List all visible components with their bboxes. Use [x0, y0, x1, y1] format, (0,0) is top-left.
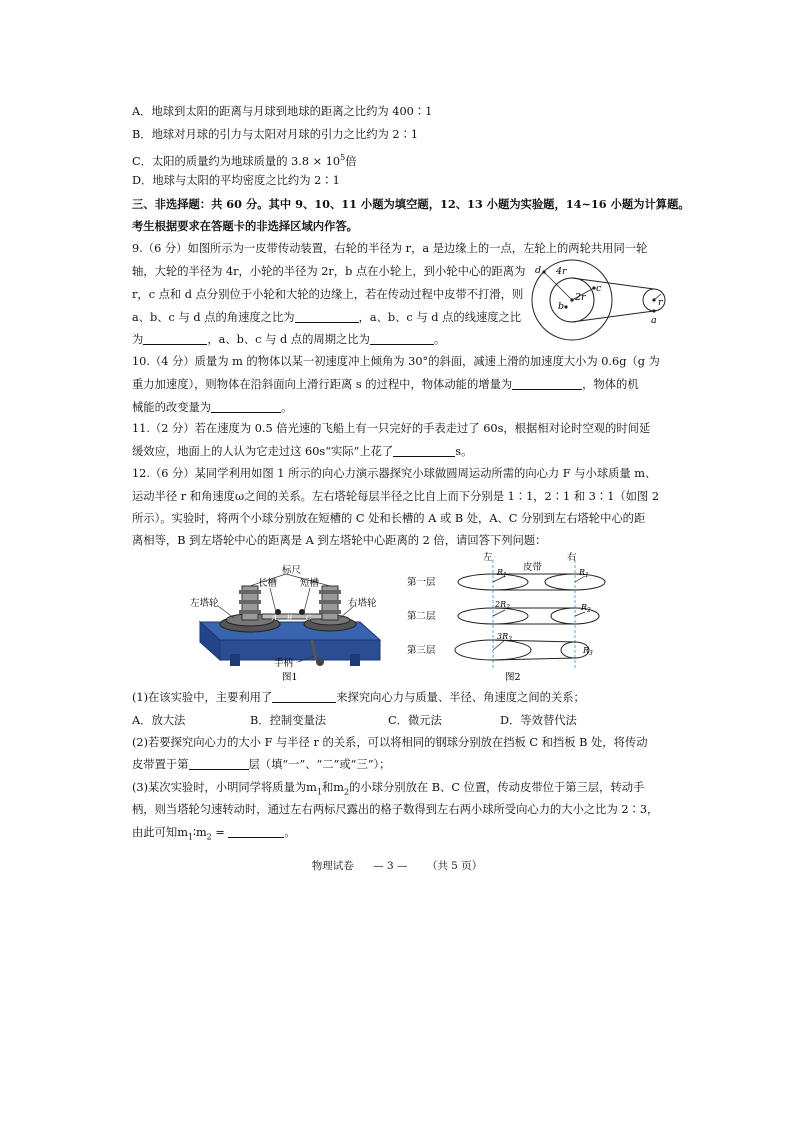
q12-line3: 所示）。实验时，将两个小球分别放在短槽的 C 处和长槽的 A 或 B 处，A、C 分别到左右塔轮中心的距 [132, 512, 646, 525]
fig2-label-r1-left: $R_1$ [497, 568, 507, 579]
q8-option-a: A．地球到太阳的距离与月球到地球的距离之比约为 400∶1 [132, 105, 433, 118]
q8-option-b: B．地球对月球的引力与太阳对月球的引力之比约为 2∶1 [132, 128, 419, 141]
section3-instruction: 考生根据要求在答题卡的非选择区域内作答。 [132, 219, 358, 233]
q12-sub3-line1: (3)某次实验时，小明同学将质量为$m_1$和$m_2$的小球分别放在 B、C 位置，传动皮带位于第三层，转动手 [132, 781, 645, 797]
fig1-label-left-wheel: 左塔轮 [190, 598, 219, 609]
q9-blank-angular[interactable] [295, 310, 359, 323]
q12-option-a[interactable]: A．放大法 [132, 714, 186, 727]
q11-line2: 缓效应，地面上的人认为它走过这 60s“实际”上花了 s。 [132, 445, 473, 458]
fig1-label-a: A [272, 614, 278, 622]
fig-label-c: c [596, 283, 602, 294]
q12-blank-mass-ratio[interactable] [228, 825, 284, 838]
fig1-label-b: B [287, 614, 293, 622]
q12-line4: 离相等，B 到左塔轮中心的距离是 A 到左塔轮中心距离的 2 倍，请回答下列问题： [132, 534, 547, 547]
q12-option-c[interactable]: C．微元法 [388, 714, 442, 727]
fig2-label-2r2: $2R_2$ [495, 600, 510, 611]
q12-sub2-line2: 皮带置于第 层（填“一”、“二”或“三”）； [132, 758, 391, 771]
q9-line4: a、b、c 与 d 点的角速度之比为 ，a、b、c 与 d 点的线速度之比 [132, 311, 522, 324]
fig2-label-belt: 皮带 [523, 562, 543, 573]
footer-total-pages: （共 5 页） [426, 860, 483, 872]
fig1-label-long-slot: 长槽 [258, 578, 278, 589]
q9-line5: 为 ，a、b、c 与 d 点的周期之比为 。 [132, 333, 446, 346]
fig1-label-handle: 手柄 [274, 658, 294, 669]
q12-sub1: (1)在该实验中，主要利用了 来探究向心力与质量、半径、角速度之间的关系； [132, 691, 585, 704]
fig-label-b: b [558, 301, 565, 312]
footer-page-number: — 3 — [373, 860, 408, 872]
q10-line3: 械能的改变量为 。 [132, 401, 293, 414]
q12-line2: 运动半径 r 和角速度ω之间的关系。左右塔轮每层半径之比自上而下分别是 1∶1，2∶1 和 3∶1（如图 2 [132, 490, 660, 503]
q12-option-b[interactable]: B．控制变量法 [250, 714, 327, 727]
q12-sub2-line1: (2)若要探究向心力的大小 F 与半径 r 的关系，可以将相同的钢球分别放在挡板 C 和挡板 B 处，将传动 [132, 736, 648, 749]
fig-label-r: r [658, 297, 663, 308]
q9-blank-period[interactable] [370, 332, 434, 345]
fig1-label-c: C [306, 614, 312, 622]
fig2-label-layer3: 第三层 [407, 645, 436, 656]
fig2-label-r1-right: $R_1$ [579, 568, 589, 579]
q12-blank-method[interactable] [272, 690, 336, 703]
q9-line3: r，c 点和 d 点分别位于小轮和大轮的边缘上，若在传动过程中皮带不打滑，则 [132, 288, 524, 301]
q10-line2: 重力加速度），则物体在沿斜面向上滑行距离 s 的过程中，物体动能的增量为 ，物体的机 [132, 378, 639, 391]
fig2-label-right: 右 [567, 552, 577, 563]
fig-label-a: a [651, 315, 657, 326]
centripetal-demonstrator-figure [190, 562, 390, 684]
fig-label-2r: 2r [575, 292, 586, 303]
fig2-label-r3-right: $R_3$ [583, 646, 593, 657]
fig2-label-r2-right: $R_2$ [581, 603, 591, 614]
fig2-caption: 图2 [505, 672, 521, 683]
fig1-label-short-slot: 短槽 [300, 578, 320, 589]
footer-subject: 物理试卷 [311, 860, 354, 872]
q12-sub3-line2: 柄，则当塔轮匀速转动时，通过左右两标尺露出的格子数得到左右两小球所受向心力的大小之比为 2∶3， [132, 803, 659, 816]
q12-options [132, 712, 577, 728]
q8-option-c: C．太阳的质量约为地球质量的 $3.8 \times 10^5$倍 [132, 153, 357, 168]
q10-blank-ke[interactable] [512, 377, 582, 390]
q12-line1: 12.（6 分）某同学利用如图 1 所示的向心力演示器探究小球做圆周运动所需的向心力 F 与小球质量 m、 [132, 467, 657, 480]
q11-line1: 11.（2 分）若在速度为 0.5 倍光速的飞船上有一只完好的手表走过了 60s，根据相对论时空观的时间延 [132, 422, 651, 435]
q8-option-d: D．地球与太阳的平均密度之比约为 2∶1 [132, 174, 340, 187]
fig1-label-ruler: 标尺 [282, 565, 302, 576]
q11-blank-time[interactable] [393, 444, 455, 457]
section3-heading: 三、非选择题：共 60 分。其中 9、10、11 小题为填空题，12、13 小题为实验题，14~16 小题为计算题。 [132, 197, 690, 211]
fig2-label-layer2: 第二层 [407, 611, 436, 622]
q12-option-d[interactable]: D．等效替代法 [500, 714, 577, 727]
fig-label-4r: 4r [556, 266, 567, 277]
q12-blank-layer[interactable] [189, 757, 249, 770]
q10-blank-me[interactable] [211, 400, 281, 413]
fig1-caption: 图1 [282, 672, 298, 683]
belt-drive-figure [530, 255, 675, 350]
fig2-label-left: 左 [483, 552, 493, 563]
q9-line2: 轴，大轮的半径为 4r，小轮的半径为 2r，b 点在小轮上，到小轮中心的距离为 [132, 265, 526, 278]
q9-blank-linear[interactable] [143, 332, 207, 345]
tower-wheel-layers-figure [405, 552, 625, 684]
fig-label-d: d [535, 265, 542, 276]
fig2-label-3r3: $3R_3$ [497, 632, 512, 643]
q12-sub3-line3: 由此可知$m_1∶m_2$ = 。 [132, 826, 296, 842]
q9-line1: 9.（6 分）如图所示为一皮带传动装置，右轮的半径为 r，a 是边缘上的一点，左轮上的两轮共用同一轮 [132, 242, 648, 255]
fig1-label-right-wheel: 右塔轮 [348, 598, 377, 609]
page-footer [0, 858, 794, 873]
fig2-label-layer1: 第一层 [407, 577, 436, 588]
q10-line1: 10.（4 分）质量为 m 的物体以某一初速度冲上倾角为 30°的斜面，减速上滑的加速度大小为 0.6g（g 为 [132, 355, 660, 368]
